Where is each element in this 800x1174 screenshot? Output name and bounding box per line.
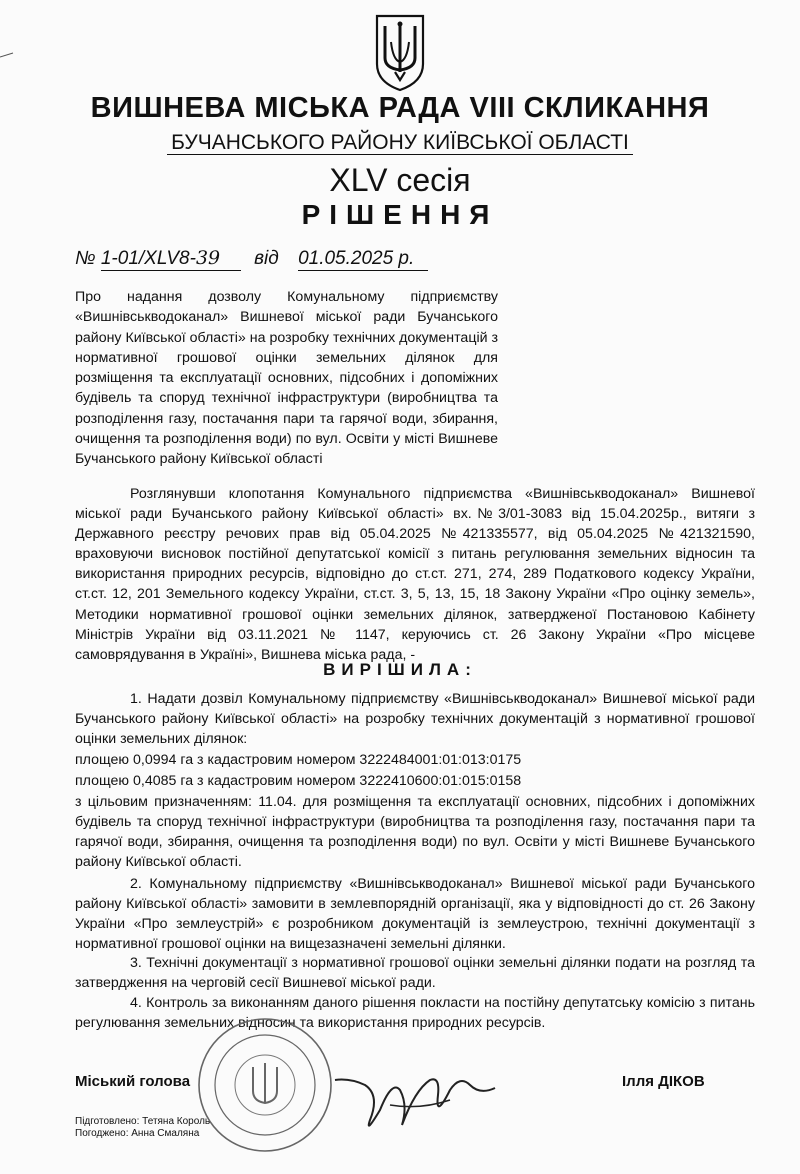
- item-2: 2. Комунальному підприємству «Вишнівськводоканал» Вишневої міської ради Бучанського району Київської області» замовити в землевпорядній організації, яка у відповідності до ст. 26 Закону України «Про землеустрій» є розробником документацій із землеустрою, технічні документації з нормативної грошової оцінки на вищезазначені земельні ділянки.: [75, 876, 755, 953]
- prepared-by: Підготовлено: Тетяна Король: [75, 1116, 211, 1127]
- trident-emblem-icon: [371, 12, 429, 92]
- session-title: XLV сесія: [329, 162, 471, 198]
- agreed-by: Погоджено: Анна Смаляна: [75, 1128, 200, 1139]
- decision-number: 1-01/XLV8-39: [101, 247, 241, 271]
- council-title: ВИШНЕВА МІСЬКА РАДА VIII СКЛИКАННЯ: [90, 92, 710, 124]
- plot-1: площею 0,0994 га з кадастровим номером 3222484001:01:013:0175: [75, 752, 522, 768]
- edge-mark: [0, 52, 14, 58]
- number-prefix: №: [75, 248, 96, 269]
- footer-approvals: [75, 1116, 210, 1140]
- resolved-heading: ВИРІШИЛА:: [323, 660, 477, 679]
- preamble: Розглянувши клопотання Комунального підприємства «Вишнівськводоканал» Вишневої міської ради Бучанського району Київської області» вх.№3/01-3083 від 15.04.2025р., витяги з Державного реєстру речових прав від 05.04.2025 №421335577, від 05.04.2025 №421321590, враховуючи висновок постійної депутатської комісії з питань регулювання земельних відносин та використання природних ресурсів, відповідно до ст.ст. 271, 274, 289 Податкового кодексу України, ст.ст. 12, 201 Земельного кодексу України, ст.ст. 3, 5, 13, 15, 18 Закону України «Про оцінку земель», Методики нормативної грошової оцінки земельних ділянок, затвердженої Постановою Кабінету Міністрів України від 03.11.2021 № 1147, керуючись ст. 26 Закону України «Про місцеве самоврядування в Україні», Вишнева міська рада, -: [75, 486, 755, 663]
- district-title: БУЧАНСЬКОГО РАЙОНУ КИЇВСЬКОЇ ОБЛАСТІ: [0, 131, 800, 155]
- mayor-name: Ілля ДІКОВ: [622, 1073, 705, 1090]
- decision-subject: Про надання дозволу Комунальному підприємству «Вишнівськводоканал» Вишневої міської ради Бучанського району Київської області» на розробку технічних документацій з нормативної грошової оцінки земельних ділянок для розміщення та експлуатації основних, підсобних і допоміжних будівель та споруд технічної інфраструктури (виробництва та розподілення газу, постачання пари та гарячої води, збирання, очищення та розподілення води) по вул. Освіти у місті Вишневе Бучанського району Київської області: [75, 289, 498, 468]
- item-3: 3. Технічні документації з нормативної грошової оцінки земельні ділянки подати на розгляд та затвердження на черговій сесії Вишневої міської ради.: [75, 955, 755, 992]
- city-council-stamp: [195, 1015, 335, 1155]
- decision-number-line: [75, 247, 428, 271]
- item-4: 4. Контроль за виконанням даного рішення покласти на постійну депутатську комісію з питань регулювання земельних відносин та використання природних ресурсів.: [75, 995, 755, 1032]
- from-label: від: [254, 248, 279, 269]
- item-1: 1. Надати дозвіл Комунальному підприємству «Вишнівськводоканал» Вишневої міської ради Бучанського району Київської області» на розробку технічних документацій з нормативної грошової оцінки земельних ділянок:: [75, 691, 755, 748]
- plot-2: площею 0,4085 га з кадастровим номером 3222410600:01:015:0158: [75, 773, 522, 789]
- handwritten-number: 39: [195, 247, 221, 269]
- decision-title: РІШЕННЯ: [301, 199, 499, 230]
- decision-date: 01.05.2025 р.: [298, 248, 428, 271]
- mayor-title: Міський голова: [75, 1073, 191, 1090]
- item-1-purpose: з цільовим призначенням: 11.04. для розміщення та експлуатації основних, підсобних і допоміжних будівель та споруд технічної інфраструктури (виробництва та розподілення газу, постачання пари та гарячої води, збирання, очищення та розподілення води) по вул. Освіти у місті Вишневе Бучанського району Київської області.: [75, 794, 755, 871]
- handwritten-signature: [330, 1050, 500, 1145]
